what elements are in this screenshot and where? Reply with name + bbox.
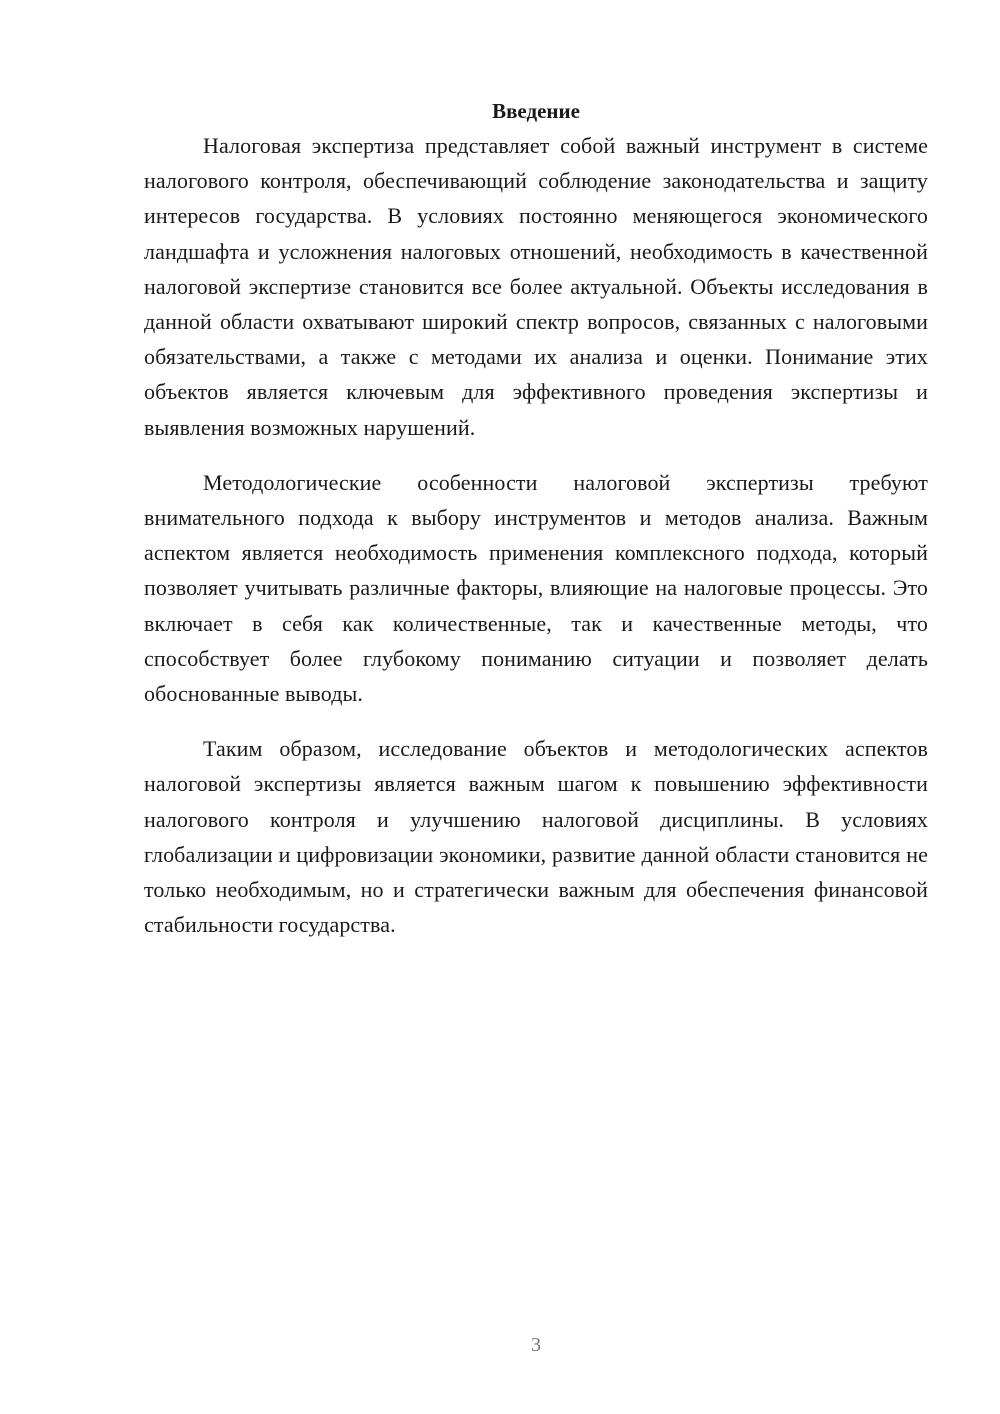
paragraph-3: Таким образом, исследование объектов и методологических аспектов налоговой экспертизы является важным шагом к повышению эффективности налогового контроля и улучшению налоговой дисциплины. В условиях глобализации и цифровизации экономики, развитие данной области становится не только необходимым, но и стратегически важным для обеспечения финансовой стабильности государства.: [144, 736, 928, 938]
page-title: Введение: [492, 99, 580, 123]
paragraph-2: Методологические особенности налоговой экспертизы требуют внимательного подхода к выбору инструментов и методов анализа. Важным аспектом является необходимость применения комплексного подхода, который позволяет учитывать различные факторы, влияющие на налоговые процессы. Это включает в себя как количественные, так и качественные методы, что способствует более глубокому пониманию ситуации и позволяет делать обоснованные выводы.: [144, 469, 928, 707]
page-number: 3: [531, 1334, 541, 1356]
paragraph-1: Налоговая экспертиза представляет собой важный инструмент в системе налогового контроля, обеспечивающий соблюдение законодательства и защиту интересов государства. В условиях постоянно меняющегося экономического ландшафта и усложнения налоговых отношений, необходимость в качественной налоговой экспертизе становится все более актуальной. Объекты исследования в данной области охватывают широкий спектр вопросов, связанных с налоговыми обязательствами, а также с методами их анализа и оценки. Понимание этих объектов является ключевым для эффективного проведения экспертизы и выявления возможных нарушений.: [144, 133, 928, 440]
